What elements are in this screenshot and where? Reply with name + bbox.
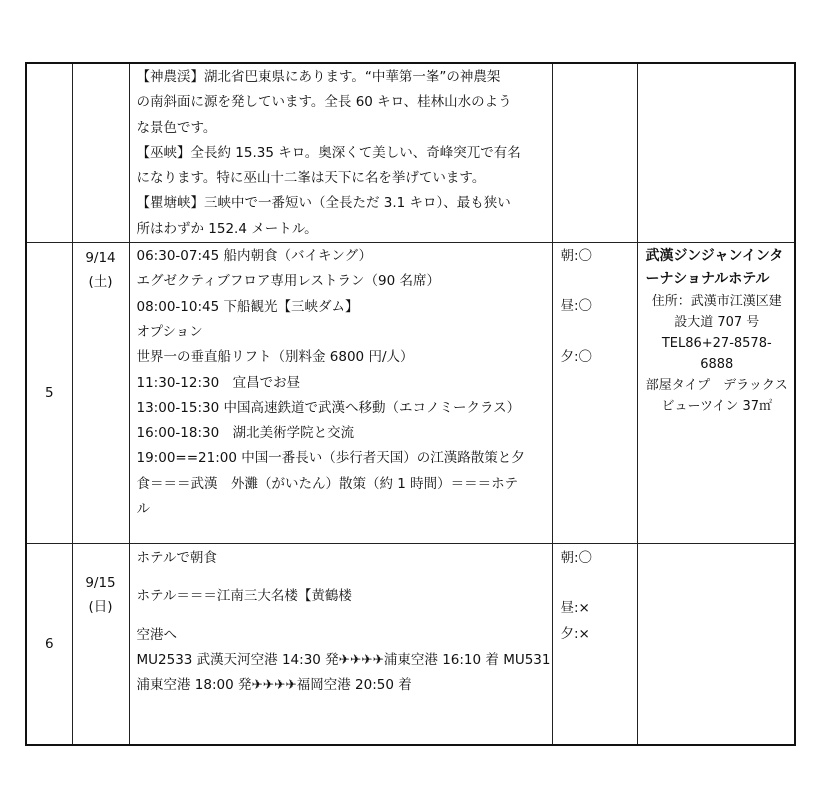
table-row [26, 544, 795, 745]
meal-cell [552, 544, 637, 745]
description-line: 06:30-07:45 船内朝食（バイキング） [136, 248, 372, 265]
description-line: 【巫峡】全長約 15.35 キロ。奥深くて美しい、奇峰突兀で有名 [136, 144, 521, 161]
description-line: 16:00-18:30 湖北美術学院と交流 [136, 425, 355, 442]
table-row [26, 63, 795, 243]
lunch-status: 昼:× [560, 600, 590, 617]
breakfast-status: 朝:〇 [560, 550, 593, 567]
description-line: ホテルで朝食 [136, 550, 217, 567]
description-line: 13:00-15:30 中国高速鉄道で武漢へ移動（エコノミークラス） [136, 399, 521, 416]
date-cell [72, 544, 129, 745]
itinerary-table [25, 62, 796, 746]
description-line: 08:00-10:45 下船観光【三峡ダム】 [136, 298, 359, 315]
hotel-tel: TEL86+27-8578-6888 [661, 336, 772, 373]
description-line: 所はわずか 152.4 メートル。 [136, 220, 318, 237]
description-line: 11:30-12:30 宜昌でお昼 [136, 374, 301, 391]
hotel-cell [637, 243, 795, 544]
weekday-text: (日) [88, 599, 113, 616]
date-text: 9/15 [85, 575, 116, 592]
table-row [26, 243, 795, 544]
description-line: 世界一の垂直船リフト（別料金 6800 円/人） [136, 349, 414, 366]
description-cell [129, 544, 552, 745]
description-line: MU2533 武漢天河空港 14:30 発✈✈✈✈浦東空港 16:10 着 MU531 [136, 651, 551, 668]
breakfast-status: 朝:〇 [560, 248, 593, 265]
description-line: ホテル＝＝＝江南三大名楼【黄鶴楼 [136, 588, 352, 605]
meal-cell [552, 243, 637, 544]
hotel-cell [637, 544, 795, 745]
meal-cell [552, 63, 637, 243]
description-line: 浦東空港 18:00 発✈✈✈✈福岡空港 20:50 着 [136, 677, 412, 694]
day-number: 5 [26, 243, 72, 544]
description-line: エグゼクティブフロア専用レストラン（90 名席） [136, 273, 440, 290]
dinner-status: 夕:× [560, 625, 590, 642]
description-line: 【神農渓】湖北省巴東県にあります。“中華第一峯”の神農架 [136, 69, 501, 85]
description-line: な景色です。 [136, 119, 217, 136]
description-line: の南斜面に源を発しています。全長 60 キロ、桂林山水のよう [136, 94, 512, 111]
hotel-address: 住所：武漢市江漢区建設大道 707 号 [651, 294, 782, 331]
hotel-room-type: 部屋タイプ デラックスビューツイン 37㎡ [645, 378, 788, 415]
description-line: オプション [136, 323, 203, 340]
description-line: ル [136, 501, 150, 518]
hotel-name: 武漢ジンジャンインターナショナルホテル [645, 248, 784, 288]
description-line: 空港へ [136, 626, 177, 643]
date-cell [72, 243, 129, 544]
description-line: になります。特に巫山十二峯は天下に名を挙げています。 [136, 170, 486, 187]
day-number: 6 [26, 544, 72, 745]
hotel-cell [637, 63, 795, 243]
weekday-text: (土) [88, 274, 113, 291]
description-line: 19:00==21:00 中国一番長い（歩行者天国）の江漢路散策と夕 [136, 450, 525, 467]
description-cell [129, 63, 552, 243]
description-line: 【瞿塘峡】三峡中で一番短い（全長ただ 3.1 キロ）、最も狭い [136, 195, 511, 212]
day-cell [26, 63, 72, 243]
date-cell [72, 63, 129, 243]
dinner-status: 夕:〇 [560, 348, 593, 365]
lunch-status: 昼:〇 [560, 298, 593, 315]
description-cell [129, 243, 552, 544]
date-text: 9/14 [85, 250, 116, 267]
description-line: 食＝＝＝武漢 外灘（がいたん）散策（約 1 時間）＝＝＝ホテ [136, 475, 519, 492]
